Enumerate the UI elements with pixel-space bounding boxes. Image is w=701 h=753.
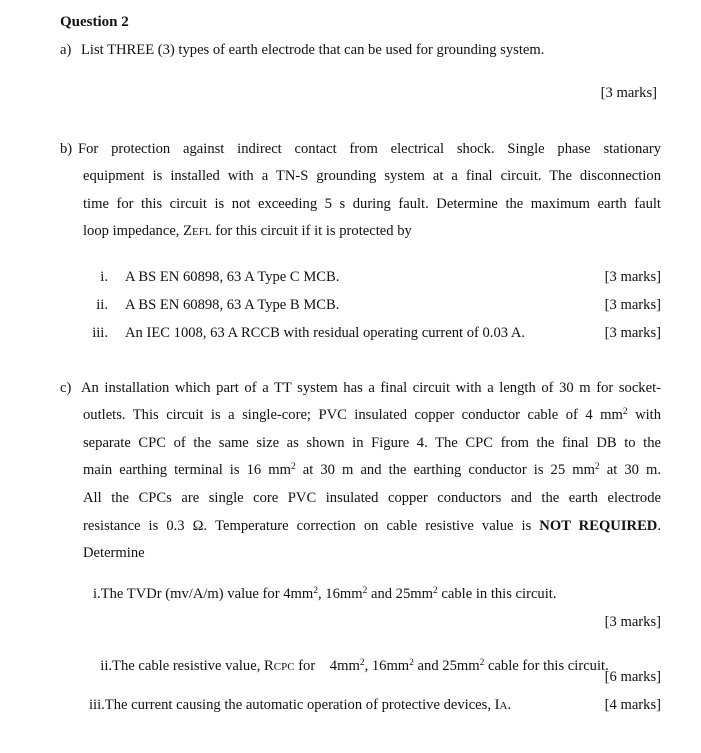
superscript: 2 — [359, 658, 365, 668]
not-required-emphasis: NOT REQUIRED — [539, 518, 658, 534]
part-c-line-6-pre: resistance is 0.3 Ω. Temperature correction on cable resistive value is — [83, 518, 540, 534]
part-c-item-2 — [93, 641, 609, 675]
part-b-line-1: For protection against indirect contact from electrical shock. Single phase stationary — [78, 141, 661, 157]
part-b-line-2: equipment is installed with a TN-S grounding system at a final circuit. The disconnection — [83, 168, 661, 184]
part-c-line-6-post: . — [657, 518, 661, 534]
part-c-item-2-mid0: for 4mm — [294, 658, 360, 674]
part-c-line-3: separate CPC of the same size as shown in Figure 4. The CPC from the final DB to the — [83, 435, 661, 451]
part-a-text: List THREE (3) types of earth electrode that can be used for grounding system. — [81, 42, 545, 58]
part-c-item-2-pre: ii.The cable resistive value, R — [100, 658, 274, 674]
superscript: 2 — [432, 586, 438, 596]
part-c-line-6 — [83, 518, 661, 535]
part-c-item-3-marks: [4 marks] — [604, 697, 661, 713]
part-c-line-2-pre: outlets. This circuit is a single-core; PVC insulated copper conductor cable of 4 mm — [83, 407, 623, 423]
part-c-item-3-post: . — [507, 697, 512, 713]
part-c-item-2-mid1: , 16mm — [364, 658, 410, 674]
ia-subscript: A — [499, 700, 508, 712]
superscript: 2 — [594, 462, 600, 472]
part-c-item-1-marks: [3 marks] — [604, 614, 661, 630]
part-c-item-1-mid1: , 16mm — [317, 586, 363, 602]
part-c-line-4-pre: main earthing terminal is 16 mm — [83, 462, 291, 478]
part-b-item-3-text: An IEC 1008, 63 A RCCB with residual operating current of 0.03 A. — [125, 325, 526, 341]
part-b-item-3-marks: [3 marks] — [604, 325, 661, 341]
part-b-item-2-marks: [3 marks] — [604, 297, 661, 313]
part-c-item-1-mid2: and 25mm — [367, 586, 433, 602]
part-c-item-1-pre: i.The TVDr (mv/A/m) value for 4mm — [93, 586, 314, 602]
part-c-line-2-post: with — [627, 407, 662, 423]
part-a-label: a) — [60, 42, 72, 58]
part-c-line-4 — [83, 462, 661, 479]
question-heading: Question 2 — [60, 14, 129, 30]
part-b-line-4-pre: loop impedance, Z — [83, 223, 193, 239]
part-c-line-1: An installation which part of a TT system has a final circuit with a length of 30 m for socket- — [81, 380, 661, 396]
part-c-item-3 — [89, 697, 511, 714]
superscript: 2 — [622, 407, 628, 417]
part-c-line-5: All the CPCs are single core PVC insulated copper conductors and the earth electrode — [83, 490, 661, 506]
superscript: 2 — [290, 462, 296, 472]
part-c-item-2-post: cable for this circuit. — [484, 658, 609, 674]
part-b-item-2-num: ii. — [96, 297, 108, 313]
part-b-line-4 — [83, 223, 412, 240]
part-b-line-4-post: for this circuit if it is protected by — [211, 223, 412, 239]
part-c-item-3-pre: iii.The current causing the automatic operation of protective devices, I — [89, 697, 500, 713]
zefl-subscript: EFL — [192, 226, 212, 238]
superscript: 2 — [409, 658, 414, 668]
superscript: 2 — [313, 586, 318, 596]
part-c-line-7: Determine — [83, 545, 145, 561]
part-a-marks: [3 marks] — [600, 85, 657, 101]
part-b-label: b) — [60, 141, 73, 157]
part-c-item-1 — [93, 586, 556, 603]
part-b-line-3: time for this circuit is not exceeding 5 s during fault. Determine the maximum earth fault — [83, 196, 661, 212]
part-c-line-2 — [83, 407, 661, 424]
part-c-label: c) — [60, 380, 72, 396]
part-b-item-1-marks: [3 marks] — [604, 269, 661, 285]
part-b-item-1-num: i. — [100, 269, 108, 285]
part-c-line-4-mid: at 30 m and the earthing conductor is 25 mm — [295, 462, 595, 478]
part-c-item-1-post: cable in this circuit. — [437, 586, 557, 602]
superscript: 2 — [479, 658, 485, 668]
part-c-line-4-post: at 30 m. — [599, 462, 661, 478]
part-c-item-2-mid2: and 25mm — [413, 658, 480, 674]
part-c-item-2-marks: [6 marks] — [604, 669, 661, 685]
rcpc-subscript: CPC — [273, 661, 295, 673]
part-b-item-2-text: A BS EN 60898, 63 A Type B MCB. — [125, 297, 340, 313]
part-b-item-1-text: A BS EN 60898, 63 A Type C MCB. — [125, 269, 340, 285]
superscript: 2 — [362, 586, 368, 596]
part-b-item-3-num: iii. — [92, 325, 108, 341]
